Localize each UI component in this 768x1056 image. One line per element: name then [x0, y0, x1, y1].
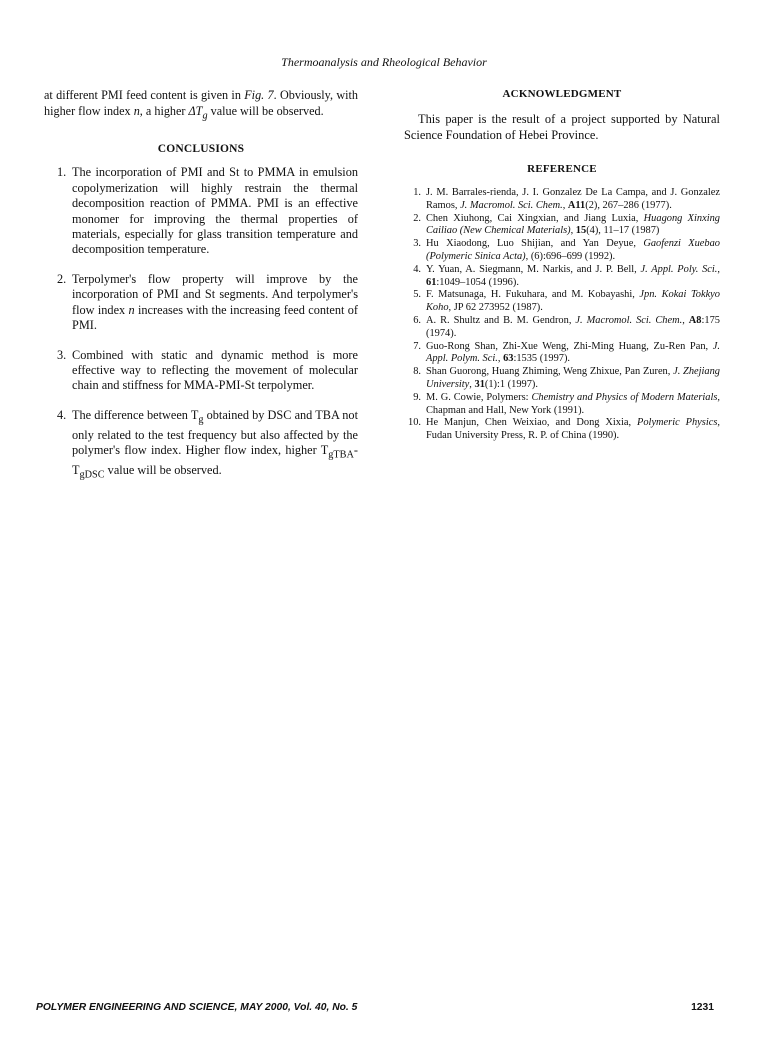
reference-source: Chemistry and Physics of Modern Materials — [531, 391, 718, 403]
conclusion-text — [72, 408, 358, 483]
reference-separator: , — [562, 199, 568, 211]
delta-tg-subscript: g — [202, 109, 208, 121]
reference-number: 9. — [413, 391, 421, 403]
journal-footer: POLYMER ENGINEERING AND SCIENCE, MAY 2000, Vol. 40, No. 5 — [36, 1002, 358, 1013]
reference-authors: J. M. Barrales-rienda, J. I. Gonzalez De La Campa, and J. Gonzalez Ramos, — [426, 187, 720, 211]
reference-volume: 63 — [503, 353, 514, 365]
reference-separator: , — [717, 417, 720, 429]
figure-reference: Fig. 7 — [244, 88, 274, 102]
tg-subscript: g — [198, 414, 204, 426]
reference-number: 10. — [408, 417, 421, 429]
reference-text — [426, 417, 720, 443]
reference-authors: Y. Yuan, A. Siegmann, M. Narkis, and J. P. Bell, — [426, 263, 641, 275]
reference-source: J. Macromol. Sci. Chem. — [460, 199, 563, 211]
reference-number: 6. — [413, 314, 421, 326]
delta-tg-symbol: ΔT — [188, 103, 203, 118]
reference-text — [426, 392, 720, 418]
reference-authors: Chen Xiuhong, Cai Xingxian, and Jiang Luxia, — [426, 212, 644, 224]
reference-item — [404, 187, 720, 213]
reference-separator: , — [717, 391, 720, 403]
reference-number: 4. — [413, 263, 421, 275]
intro-text-1: at different PMI feed content is given in — [44, 88, 245, 102]
conclusion-text: Combined with static and dynamic method is more effective way to reflecting the movement of molecular chain and stiffness for MMA-PMI-St terpolymer. — [72, 347, 358, 393]
flow-index-symbol: n — [128, 302, 135, 317]
conclusion-text-part: obtained by DSC and TBA not only related to the test frequency but also affected by the polymer's flow index. Higher flow index, higher T — [72, 407, 358, 457]
reference-item — [404, 289, 720, 315]
reference-item — [404, 213, 720, 239]
reference-number: 5. — [413, 289, 421, 301]
intro-text-2: . Obviously, with higher flow index — [44, 88, 359, 118]
reference-details: (2), 267–286 (1977). — [585, 199, 672, 211]
reference-item — [404, 417, 720, 443]
reference-source: J. Macromol. Sci. Chem. — [575, 314, 683, 326]
reference-number: 1. — [413, 187, 421, 198]
reference-item — [404, 238, 720, 264]
reference-number: 2. — [413, 212, 421, 224]
conclusion-number: 1. — [57, 165, 67, 180]
conclusions-heading: CONCLUSIONS — [157, 143, 245, 156]
reference-source: Polymeric Physics — [637, 417, 718, 429]
reference-separator: , — [469, 378, 475, 390]
reference-authors: Guo-Rong Shan, Zhi-Xue Weng, Zhi-Ming Huang, Zu-Ren Pan, — [426, 340, 713, 352]
reference-authors: Hu Xiaodong, Luo Shijian, and Yan Deyue, — [426, 238, 644, 250]
conclusion-text: The incorporation of PMI and St to PMMA in emulsion copolymerization will highly restrain the thermal decomposition reaction of PMMA. PMI is an effective monomer for improving the thermal properties of materials, especially for glass transition temperature and decomposition temperature. — [72, 165, 358, 257]
reference-authors: A. R. Shultz and B. M. Gendron, — [426, 314, 576, 326]
reference-authors: F. Matsunaga, H. Fukuhara, and M. Kobayashi, — [426, 289, 640, 301]
conclusion-text-part: The difference between T — [72, 407, 199, 422]
reference-text — [426, 341, 720, 367]
intro-paragraph — [44, 88, 358, 123]
reference-separator: , — [717, 263, 720, 275]
reference-details: (6):696–699 (1992). — [530, 250, 616, 262]
conclusion-number: 3. — [57, 347, 67, 362]
reference-source: J. Appl. Poly. Sci. — [640, 263, 718, 275]
reference-volume: A11 — [567, 199, 586, 211]
conclusion-item — [57, 272, 358, 334]
reference-separator: , — [570, 225, 576, 237]
reference-separator: , — [682, 314, 689, 326]
conclusion-text-part: -T — [72, 442, 358, 477]
reference-source: J. Appl. Polym. Sci. — [426, 340, 720, 365]
reference-item — [404, 366, 720, 392]
reference-text — [426, 289, 720, 315]
reference-details: :175 (1974). — [426, 314, 720, 339]
right-column — [404, 88, 720, 443]
reference-volume: 61 — [426, 276, 437, 288]
intro-text-4: value will be observed. — [207, 103, 324, 118]
reference-details: Fudan University Press, R. P. of China (1990). — [426, 430, 620, 442]
conclusion-text — [72, 272, 358, 334]
reference-item — [404, 264, 720, 290]
reference-text — [426, 187, 720, 213]
reference-volume: 31 — [474, 378, 485, 390]
reference-separator: , — [525, 250, 531, 262]
reference-details: :1049–1054 (1996). — [436, 276, 519, 288]
tg-tba-subscript: gTBA — [328, 449, 354, 461]
reference-list — [404, 187, 720, 443]
intro-text-3: , a higher — [139, 103, 189, 118]
conclusions-list — [44, 165, 358, 482]
page-number: 1231 — [691, 1002, 714, 1013]
reference-authors: He Manjun, Chen Weixiao, and Dong Xixia, — [426, 417, 638, 429]
conclusion-item — [57, 408, 358, 483]
reference-text — [426, 315, 720, 341]
reference-separator: , — [448, 302, 454, 314]
reference-details: Chapman and Hall, New York (1991). — [426, 404, 585, 416]
left-column — [44, 88, 358, 497]
flow-index-symbol: n — [133, 103, 140, 118]
conclusion-item — [57, 165, 358, 257]
running-head: Thermoanalysis and Rheological Behavior — [281, 55, 487, 69]
reference-source: Gaofenzi Xuebao (Polymeric Sinica Acta) — [426, 238, 721, 262]
reference-number: 8. — [413, 366, 421, 378]
reference-details: (1):1 (1997). — [484, 378, 538, 390]
reference-text — [426, 366, 720, 392]
conclusion-item — [57, 348, 358, 394]
reference-item — [404, 392, 720, 418]
reference-text — [426, 238, 720, 264]
conclusion-number: 4. — [57, 407, 67, 422]
reference-source: Huagong Xinxing Cailiao (New Chemical Materials) — [426, 212, 720, 237]
conclusion-text-part: Terpolymer's flow property will improve by the incorporation of PMI and St segments. And terpolymer's flow index — [72, 271, 358, 317]
tg-dsc-subscript: gDSC — [79, 469, 105, 481]
reference-authors: M. G. Cowie, Polymers: — [426, 391, 532, 403]
reference-number: 7. — [413, 340, 421, 352]
reference-details: (4), 11–17 (1987) — [586, 225, 660, 237]
conclusion-number: 2. — [57, 271, 67, 286]
reference-text — [426, 264, 720, 290]
reference-number: 3. — [413, 238, 421, 250]
reference-source: J. Zhejiang University — [426, 366, 720, 390]
reference-text — [426, 213, 720, 239]
reference-heading: REFERENCE — [527, 163, 597, 175]
reference-separator: , — [497, 353, 504, 365]
reference-volume: 15 — [575, 225, 587, 237]
conclusion-text-part: value will be observed. — [104, 462, 222, 477]
reference-source: Jpn. Kokai Tokkyo Koho — [426, 289, 720, 314]
reference-item — [404, 341, 720, 367]
conclusion-text-part: increases with the increasing feed content of PMI. — [72, 302, 358, 333]
reference-details: :1535 (1997). — [513, 353, 571, 365]
reference-item — [404, 315, 720, 341]
acknowledgment-text: This paper is the result of a project supported by Natural Science Foundation of Hebei Province. — [404, 112, 720, 142]
reference-details: JP 62 273952 (1987). — [453, 302, 543, 314]
reference-authors: Shan Guorong, Huang Zhiming, Weng Zhixue, Pan Zuren, — [426, 366, 674, 378]
reference-volume: A8 — [688, 314, 702, 326]
acknowledgment-heading: ACKNOWLEDGMENT — [502, 88, 622, 100]
